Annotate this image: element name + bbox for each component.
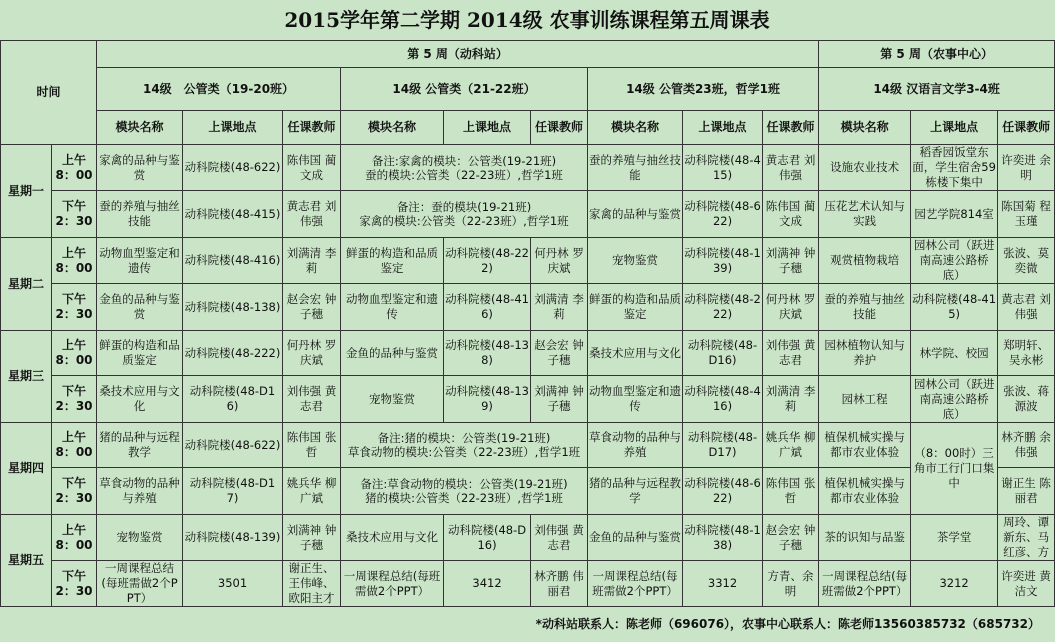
- schedule-row: [1, 468, 1055, 515]
- module-name-cell: 植保机械实操与都市农业体验: [819, 423, 911, 468]
- time-header: 时间: [1, 41, 97, 145]
- location-cell: 园林公司（跃进南高速公路桥底）: [911, 238, 998, 284]
- location-cell: 动科院楼(48-D16): [444, 515, 531, 561]
- column-header: 任课教师: [763, 111, 819, 145]
- location-cell: 动科院楼(48-139): [183, 515, 283, 561]
- time-slot-cell: 上午 8：00: [52, 515, 97, 561]
- teacher-cell: 刘满清 李莉: [283, 238, 341, 284]
- schedule-row: [1, 561, 1055, 607]
- teacher-cell: 林齐鹏 伟丽君: [531, 561, 588, 607]
- module-name-cell: 茶的识知与品鉴: [819, 515, 911, 561]
- module-name-cell: 猪的品种与远程教学: [588, 468, 683, 515]
- module-name-cell: 一周课程总结(每班需做2个PPT）: [341, 561, 444, 607]
- teacher-cell: 陈伟国 张 哲: [283, 423, 341, 468]
- teacher-cell: 黄志君 刘伟强: [763, 145, 819, 191]
- module-name-cell: 一周课程总结(每班需做2个PPT）: [97, 561, 183, 607]
- location-cell: 动科院楼(48-138): [683, 515, 763, 561]
- module-name-cell: 草食动物的品种与养殖: [588, 423, 683, 468]
- teacher-cell: 谢正生、王伟峰、欧阳主才: [283, 561, 341, 607]
- location-cell: 3212: [911, 561, 998, 607]
- column-header: 模块名称: [97, 111, 183, 145]
- module-name-cell: 设施农业技术: [819, 145, 911, 191]
- column-header: 上课地点: [183, 111, 283, 145]
- remark-cell: [341, 468, 588, 515]
- page-title: 2015学年第二学期 2014级 农事训练课程第五周课表: [284, 8, 770, 32]
- teacher-cell: 赵会宏 钟子穗: [283, 284, 341, 331]
- schedule-row: [1, 238, 1055, 284]
- time-slot-cell: 上午 8：00: [52, 145, 97, 191]
- location-cell: 动科院楼(48-D17): [183, 468, 283, 515]
- module-name-cell: 家禽的品种与鉴赏: [588, 191, 683, 238]
- day-cell: 星期四: [1, 423, 52, 515]
- location-cell: 动科院楼(48-622): [183, 145, 283, 191]
- location-cell: 动科院楼(48-222): [683, 284, 763, 331]
- module-name-cell: 鲜蛋的构造和品质鉴定: [97, 331, 183, 376]
- teacher-cell: 周玲、谭新东、马红彦、方: [998, 515, 1055, 561]
- module-name-cell: 宠物鉴赏: [588, 238, 683, 284]
- module-name-cell: 家禽的品种与鉴赏: [97, 145, 183, 191]
- module-name-cell: 园林工程: [819, 376, 911, 423]
- teacher-cell: 陈伟国 蔺文成: [763, 191, 819, 238]
- teacher-cell: 黄志君 刘伟强: [283, 191, 341, 238]
- location-cell: 动科院楼(48-622): [683, 468, 763, 515]
- time-slot-cell: 上午 8：00: [52, 238, 97, 284]
- time-slot-cell: 下午 2：30: [52, 468, 97, 515]
- module-name-cell: 蚕的养殖与抽丝技能: [819, 284, 911, 331]
- teacher-cell: 刘满神 钟子穗: [283, 515, 341, 561]
- schedule-row: [1, 331, 1055, 376]
- teacher-cell: 陈伟国 张 哲: [763, 468, 819, 515]
- schedule-row: [1, 423, 1055, 468]
- location-cell: （8：00时）三角市工行门口集中: [911, 423, 998, 515]
- module-name-cell: 宠物鉴赏: [97, 515, 183, 561]
- teacher-cell: 刘满神 钟子穗: [531, 376, 588, 423]
- location-cell: 动科院楼(48-415): [683, 145, 763, 191]
- time-slot-cell: 下午 2：30: [52, 561, 97, 607]
- schedule-row: [1, 145, 1055, 191]
- schedule-row: [1, 376, 1055, 423]
- module-name-cell: 一周课程总结(每班需做2个PPT）: [819, 561, 911, 607]
- group-header: 14级 汉语言文学3-4班: [819, 68, 1055, 111]
- column-header: 任课教师: [283, 111, 341, 145]
- location-cell: 动科院楼(48-139): [683, 238, 763, 284]
- teacher-cell: 何丹林 罗庆斌: [763, 284, 819, 331]
- location-cell: 3501: [183, 561, 283, 607]
- teacher-cell: 姚兵华 柳广斌: [763, 423, 819, 468]
- remark-line: 猪的模块:公管类（22-23班）,哲学1班: [365, 491, 563, 505]
- module-name-cell: 园林植物认知与养护: [819, 331, 911, 376]
- location-cell: 3312: [683, 561, 763, 607]
- day-cell: 星期三: [1, 331, 52, 423]
- time-slot-cell: 上午 8：00: [52, 423, 97, 468]
- column-header: 模块名称: [341, 111, 444, 145]
- location-cell: 动科院楼(48-415): [911, 284, 998, 331]
- teacher-cell: 郑明轩、吴永彬: [998, 331, 1055, 376]
- module-name-cell: 观赏植物栽培: [819, 238, 911, 284]
- location-cell: 动科院楼(48-222): [183, 331, 283, 376]
- remark-line: 蚕的模块:公管类（22-23班）,哲学1班: [365, 167, 563, 182]
- remark-line: 草食动物的模块:公管类（22-23班）,哲学1班: [347, 445, 581, 459]
- location-cell: 3412: [444, 561, 531, 607]
- remark-line: 备注:草食动物的模块：公管类(19-21班): [360, 477, 568, 491]
- module-name-cell: 动物血型鉴定和遗传: [341, 284, 444, 331]
- teacher-cell: 方青、余明: [763, 561, 819, 607]
- location-cell: 动科院楼(48-622): [183, 423, 283, 468]
- module-name-cell: 金鱼的品种与鉴赏: [341, 331, 444, 376]
- schedule-row: [1, 515, 1055, 561]
- teacher-cell: 赵会宏 钟子穗: [763, 515, 819, 561]
- location-cell: 动科院楼(48-416): [683, 376, 763, 423]
- location-cell: 动科院楼(48-222): [444, 238, 531, 284]
- module-name-cell: 桑技术应用与文化: [341, 515, 444, 561]
- location-cell: 动科院楼(48-D16): [683, 331, 763, 376]
- schedule-row: [1, 191, 1055, 238]
- remark-line: 备注:猪的模块：公管类(19-21班): [377, 431, 551, 445]
- remark-cell: [341, 423, 588, 468]
- column-header: 模块名称: [588, 111, 683, 145]
- module-name-cell: 桑技术应用与文化: [588, 331, 683, 376]
- module-name-cell: 金鱼的品种与鉴赏: [97, 284, 183, 331]
- teacher-cell: 许奕进 余明: [998, 145, 1055, 191]
- module-name-cell: 猪的品种与远程教学: [97, 423, 183, 468]
- teacher-cell: 黄志君 刘伟强: [998, 284, 1055, 331]
- location-cell: 动科院楼(48-D16): [183, 376, 283, 423]
- remark-line: 备注:家禽的模块：公管类(19-21班): [371, 153, 557, 168]
- remark-line: 备注：蚕的模块(19-21班): [396, 200, 532, 214]
- module-name-cell: 一周课程总结(每班需做2个PPT）: [588, 561, 683, 607]
- location-cell: 动科院楼(48-622): [683, 191, 763, 238]
- week-left-header: 第 5 周（动科站）: [97, 41, 819, 68]
- day-cell: 星期二: [1, 238, 52, 331]
- schedule-row: [1, 284, 1055, 331]
- teacher-cell: 赵会宏 钟子穗: [531, 331, 588, 376]
- teacher-cell: 刘伟强 黄志君: [283, 376, 341, 423]
- column-header: 上课地点: [683, 111, 763, 145]
- teacher-cell: 张波、莫奕微: [998, 238, 1055, 284]
- module-name-cell: 宠物鉴赏: [341, 376, 444, 423]
- group-header: 14级 公管类23班，哲学1班: [588, 68, 819, 111]
- location-cell: 稻香园饭堂东面，学生宿舍59栋楼下集中: [912, 145, 996, 189]
- location-cell: 茶学堂: [911, 515, 998, 561]
- time-slot-cell: 下午 2：30: [52, 376, 97, 423]
- module-name-cell: 桑技术应用与文化: [97, 376, 183, 423]
- teacher-cell: 刘满清 李莉: [531, 284, 588, 331]
- teacher-cell: 许奕进 黄洁文: [998, 561, 1055, 607]
- module-name-cell: 植保机械实操与都市农业体验: [819, 468, 911, 515]
- column-header: 上课地点: [444, 111, 531, 145]
- teacher-cell: 林齐鹏 余伟强: [998, 423, 1055, 468]
- column-header: 任课教师: [998, 111, 1055, 145]
- module-name-cell: 鲜蛋的构造和品质鉴定: [341, 238, 444, 284]
- module-name-cell: 动物血型鉴定和遗传: [97, 238, 183, 284]
- module-name-cell: 草食动物的品种与养殖: [97, 468, 183, 515]
- location-cell: 动科院楼(48-139): [444, 376, 531, 423]
- module-name-cell: 蚕的养殖与抽丝技能: [588, 145, 683, 191]
- teacher-cell: 刘满神 钟子穗: [763, 238, 819, 284]
- remark-cell: [341, 191, 588, 238]
- location-cell: 动科院楼(48-D17): [683, 423, 763, 468]
- location-cell: 园林公司（跃进南高速公路桥底）: [911, 376, 998, 423]
- schedule-table: [0, 40, 1055, 607]
- module-name-cell: 金鱼的品种与鉴赏: [588, 515, 683, 561]
- location-cell: 动科院楼(48-415): [183, 191, 283, 238]
- location-cell: 动科院楼(48-416): [444, 284, 531, 331]
- location-cell: 动科院楼(48-416): [183, 238, 283, 284]
- day-cell: 星期一: [1, 145, 52, 238]
- teacher-cell: 何丹林 罗庆斌: [531, 238, 588, 284]
- teacher-cell: 张波、蒋源波: [998, 376, 1055, 423]
- module-name-cell: 鲜蛋的构造和品质鉴定: [588, 284, 683, 331]
- time-slot-cell: 上午 8：00: [52, 331, 97, 376]
- week-right-header: 第 5 周（农事中心）: [819, 41, 1055, 68]
- group-header: 14级 公管类（21-22班）: [341, 68, 588, 111]
- contact-footer: *动科站联系人：陈老师（696076），农事中心联系人：陈老师13560385732（685732）: [535, 617, 1040, 631]
- day-cell: 星期五: [1, 515, 52, 607]
- teacher-cell: 刘伟强 黄志君: [531, 515, 588, 561]
- location-cell: 动科院楼(48-138): [444, 331, 531, 376]
- location-cell: 林学院、校园: [911, 331, 998, 376]
- location-cell: 园艺学院814室: [911, 191, 998, 238]
- module-name-cell: 压花艺术认知与实践: [819, 191, 911, 238]
- teacher-cell: 刘满清 李莉: [763, 376, 819, 423]
- teacher-cell: 陈国菊 程玉瑾: [998, 191, 1055, 238]
- time-slot-cell: 下午 2：30: [52, 284, 97, 331]
- module-name-cell: 动物血型鉴定和遗传: [588, 376, 683, 423]
- remark-cell: [341, 145, 588, 191]
- module-name-cell: 蚕的养殖与抽丝技能: [97, 191, 183, 238]
- teacher-cell: 谢正生 陈丽君: [998, 468, 1055, 515]
- teacher-cell: 姚兵华 柳广斌: [283, 468, 341, 515]
- teacher-cell: 刘伟强 黄志君: [763, 331, 819, 376]
- column-header: 模块名称: [819, 111, 911, 145]
- group-header: 14级 公管类（19-20班）: [97, 68, 341, 111]
- remark-line: 家禽的模块:公管类（22-23班）,哲学1班: [359, 214, 569, 228]
- time-slot-cell: 下午 2：30: [52, 191, 97, 238]
- location-cell: 动科院楼(48-138): [183, 284, 283, 331]
- column-header: 任课教师: [531, 111, 588, 145]
- teacher-cell: 陈伟国 蔺文成: [283, 145, 341, 191]
- column-header: 上课地点: [911, 111, 998, 145]
- teacher-cell: 何丹林 罗庆斌: [283, 331, 341, 376]
